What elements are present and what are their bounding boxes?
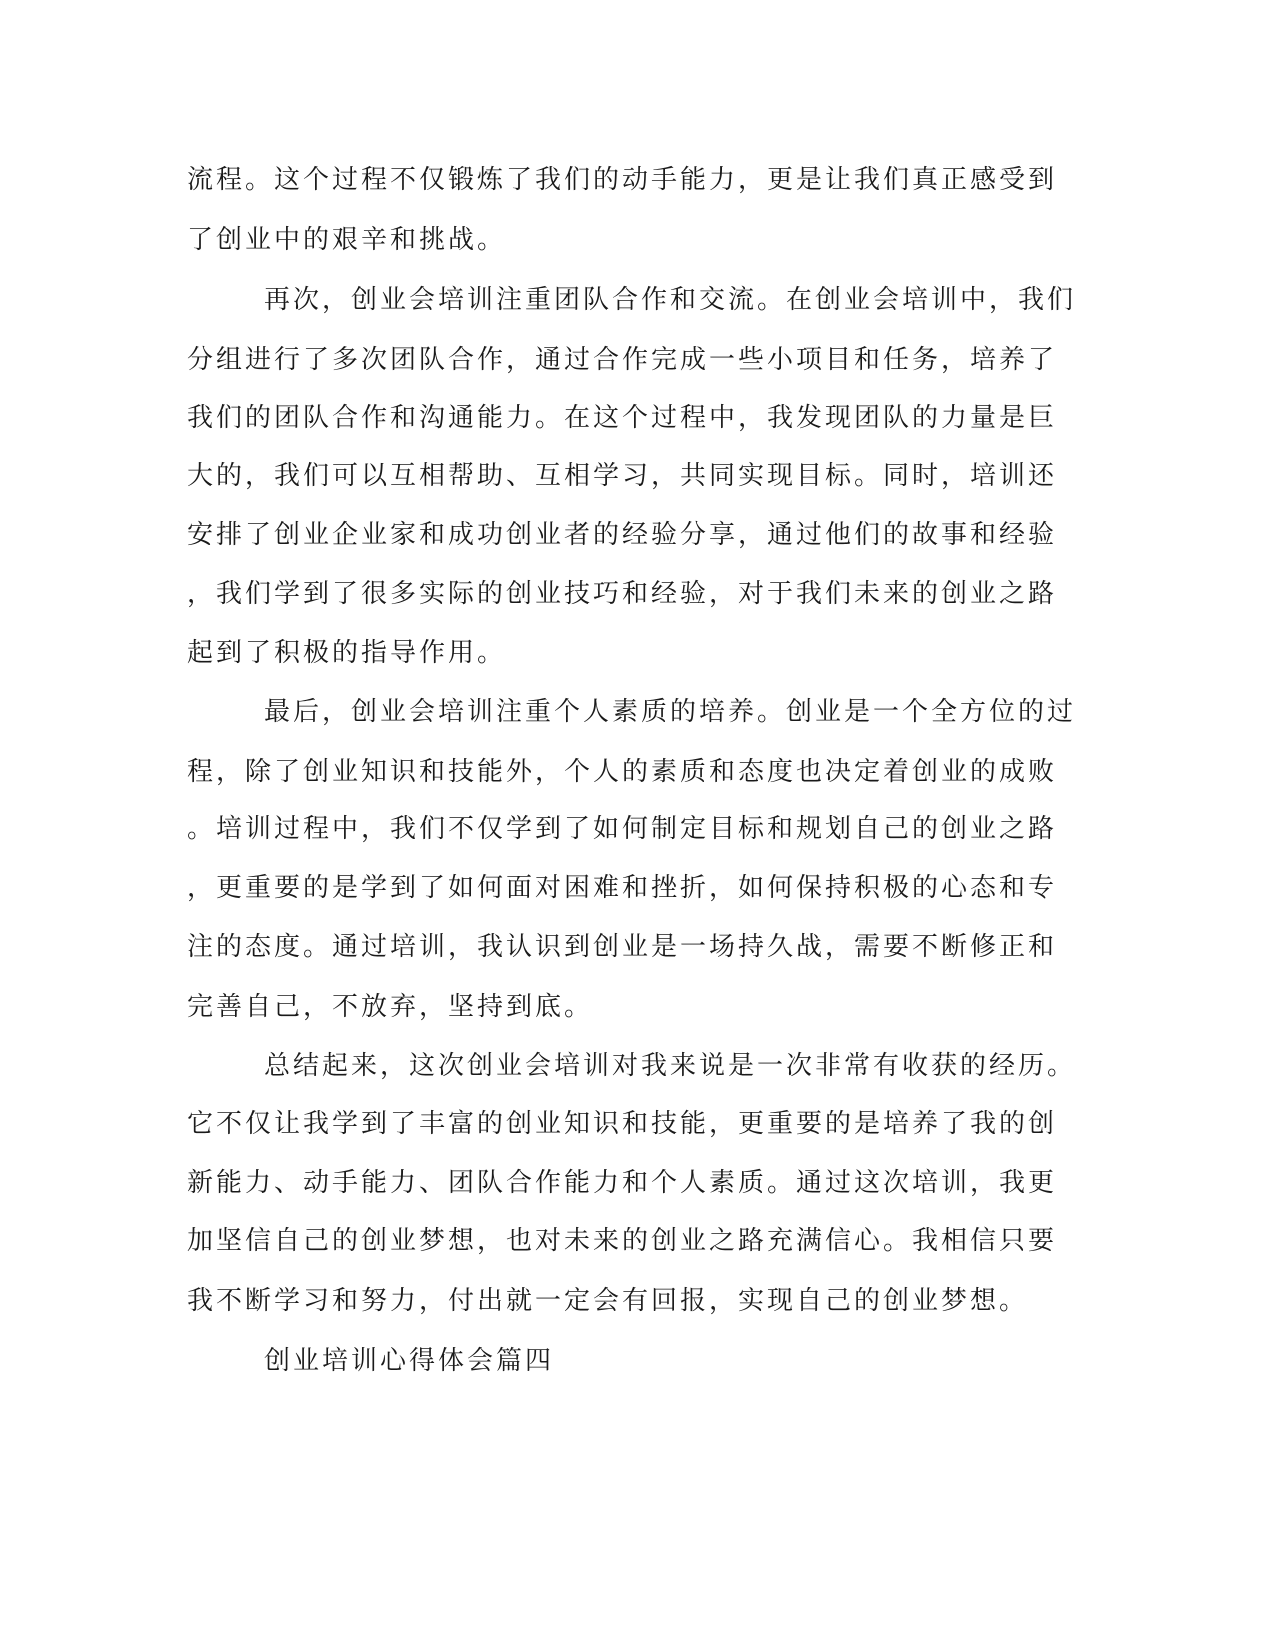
- text-line: 安排了创业企业家和成功创业者的经验分享，通过他们的故事和经验: [187, 520, 1058, 550]
- text-line: 分组进行了多次团队合作，通过合作完成一些小项目和任务，培养了: [187, 345, 1058, 375]
- text-line: 流程。这个过程不仅锻炼了我们的动手能力，更是让我们真正感受到: [187, 165, 1058, 195]
- paragraph-first-line: 再次，创业会培训注重团队合作和交流。在创业会培训中，我们: [264, 285, 1077, 315]
- section-heading: 创业培训心得体会篇四: [264, 1346, 555, 1376]
- text-line: 大的，我们可以互相帮助、互相学习，共同实现目标。同时，培训还: [187, 461, 1058, 491]
- text-line: ，我们学到了很多实际的创业技巧和经验，对于我们未来的创业之路: [187, 579, 1058, 609]
- text-line: ，更重要的是学到了如何面对困难和挫折，如何保持积极的心态和专: [187, 873, 1058, 903]
- text-line: 它不仅让我学到了丰富的创业知识和技能，更重要的是培养了我的创: [187, 1109, 1058, 1139]
- paragraph-first-line: 总结起来，这次创业会培训对我来说是一次非常有收获的经历。: [264, 1051, 1077, 1081]
- text-line: 我们的团队合作和沟通能力。在这个过程中，我发现团队的力量是巨: [187, 403, 1058, 433]
- text-line: 完善自己，不放弃，坚持到底。: [187, 992, 594, 1022]
- text-line: 新能力、动手能力、团队合作能力和个人素质。通过这次培训，我更: [187, 1168, 1058, 1198]
- text-line: 起到了积极的指导作用。: [187, 638, 507, 668]
- text-line: 注的态度。通过培训，我认识到创业是一场持久战，需要不断修正和: [187, 932, 1058, 962]
- text-line: 加坚信自己的创业梦想，也对未来的创业之路充满信心。我相信只要: [187, 1226, 1058, 1256]
- text-line: 程，除了创业知识和技能外，个人的素质和态度也决定着创业的成败: [187, 757, 1058, 787]
- paragraph-first-line: 最后，创业会培训注重个人素质的培养。创业是一个全方位的过: [264, 697, 1077, 727]
- text-line: 我不断学习和努力，付出就一定会有回报，实现自己的创业梦想。: [187, 1286, 1029, 1316]
- text-line: 了创业中的艰辛和挑战。: [187, 225, 507, 255]
- text-line: 。培训过程中，我们不仅学到了如何制定目标和规划自己的创业之路: [187, 814, 1058, 844]
